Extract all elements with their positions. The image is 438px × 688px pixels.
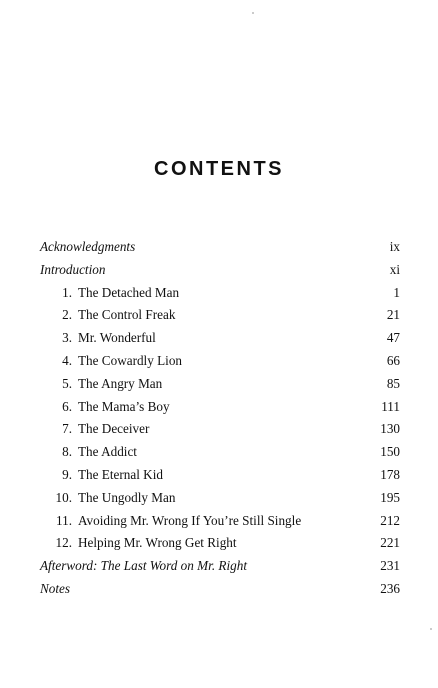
toc-entry [40,327,400,350]
page-number: 195 [380,489,400,505]
entry-title: Afterword: The Last Word on Mr. Right [40,558,247,574]
toc-entry [40,464,400,487]
toc-entry [40,555,400,578]
toc-entry [40,350,400,373]
entry-title: Helping Mr. Wrong Get Right [78,535,237,551]
entry-title: The Mama’s Boy [78,398,170,414]
toc-entry [40,396,400,419]
page-number: 1 [393,284,400,300]
toc-entry [40,487,400,510]
page-number: 111 [381,398,400,414]
page-number: 85 [386,375,400,391]
print-speck [252,12,254,14]
chapter-number: 11. [56,512,72,528]
entry-title: Avoiding Mr. Wrong If You’re Still Single [78,512,302,528]
entry-title: Notes [40,580,71,596]
page-number: ix [389,239,400,254]
entry-title: The Cowardly Lion [78,352,183,368]
toc-entry [40,304,400,327]
toc-entry [40,510,400,533]
page-number: 178 [380,466,400,482]
page-number: 236 [380,580,400,596]
entry-title: The Control Freak [78,307,176,323]
entry-title: The Detached Man [78,284,180,300]
chapter-number: 2. [62,307,72,323]
toc-entry [40,282,400,305]
chapter-number: 3. [62,330,72,346]
page-number: 47 [386,330,400,346]
chapter-number: 9. [62,466,72,482]
chapter-number: 4. [62,352,72,368]
toc-entry [40,373,400,396]
entry-title: Acknowledgments [40,239,136,254]
chapter-number: 12. [55,535,72,551]
page-number: 212 [380,512,400,528]
page-number: 130 [380,421,400,437]
page-number: 150 [380,444,400,460]
chapter-number: 10. [55,489,72,505]
chapter-number: 7. [62,421,72,437]
page-number: 66 [386,352,400,368]
page-number: 21 [386,307,400,323]
contents-heading: CONTENTS [154,158,284,180]
toc-entry [40,578,400,601]
entry-title: The Deceiver [78,421,150,437]
entry-title: Introduction [40,261,106,277]
chapter-number: 5. [62,375,72,391]
entry-title: The Addict [78,444,137,460]
chapter-number: 6. [62,398,72,414]
toc-entry [40,236,400,259]
page-number: 221 [380,535,400,551]
entry-title: The Angry Man [78,375,163,391]
entry-title: The Eternal Kid [78,466,163,482]
toc-entry [40,532,400,555]
print-speck [430,628,432,630]
toc-entry [40,418,400,441]
chapter-number: 8. [62,444,72,460]
entry-title: Mr. Wonderful [78,330,156,346]
toc-entry [40,259,400,282]
page-number: xi [389,261,400,277]
table-of-contents [40,236,400,601]
entry-title: The Ungodly Man [78,489,176,505]
chapter-number: 1. [62,284,72,300]
page-number: 231 [380,558,400,574]
toc-entry [40,441,400,464]
